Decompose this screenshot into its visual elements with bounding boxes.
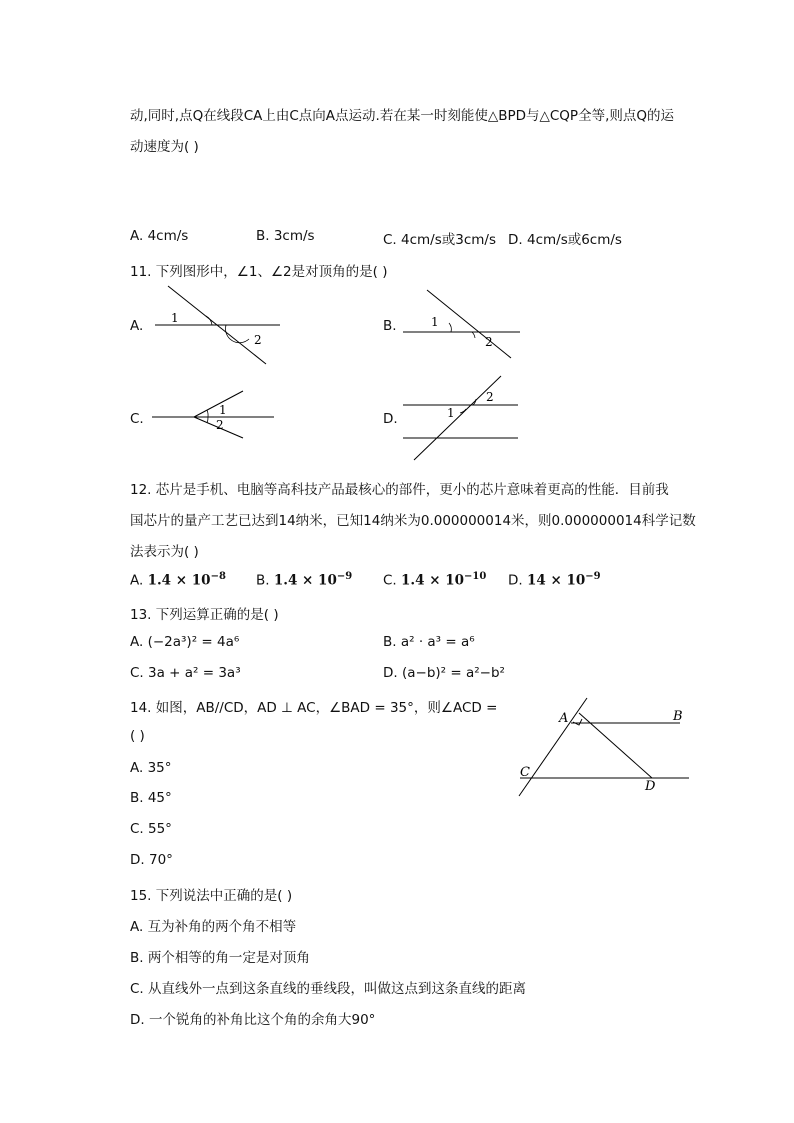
q11-option-d-letter: D. — [383, 411, 398, 427]
q10-text-line1: 动,同时,点Q在线段CA上由C点向A点运动.若在某一时刻能使△BPD与△CQP全等,则点Q的运 — [130, 108, 674, 124]
q14-option-a: A. 35° — [130, 760, 172, 776]
q15-option-a: A. 互为补角的两个角不相等 — [130, 919, 297, 935]
q11-option-b-letter: B. — [383, 318, 397, 334]
q11-stem: 11. 下列图形中，∠1、∠2是对顶角的是( ) — [130, 264, 388, 280]
q11-option-c-letter: C. — [130, 411, 144, 427]
q14-option-c: C. 55° — [130, 821, 172, 837]
q10-option-a: A. 4cm/s — [130, 228, 189, 244]
q13-option-c: C. 3a + a² = 3a³ — [130, 665, 241, 681]
q15-option-c: C. 从直线外一点到这条直线的垂线段，叫做这点到这条直线的距离 — [130, 981, 527, 997]
q13-option-b: B. a² · a³ = a⁶ — [383, 634, 475, 650]
q11-figure-a — [150, 283, 285, 368]
q13-option-a: A. (−2a³)² = 4a⁶ — [130, 634, 240, 650]
q11-c-angle-1: 1 — [219, 403, 227, 417]
q14-label-a: A — [559, 711, 569, 726]
q14-option-d: D. 70° — [130, 852, 173, 868]
q15-option-b: B. 两个相等的角一定是对顶角 — [130, 950, 310, 966]
q10-option-d: D. 4cm/s或6cm/s — [508, 232, 622, 248]
q12-line1: 12. 芯片是手机、电脑等高科技产品最核心的部件，更小的芯片意味着更高的性能．目前我 — [130, 482, 669, 498]
q14-label-b: B — [673, 709, 683, 724]
q13-option-d: D. (a−b)² = a²−b² — [383, 665, 505, 681]
q11-b-angle-2: 2 — [485, 335, 493, 349]
q11-d-angle-2: 2 — [486, 390, 494, 404]
q14-label-d: D — [645, 779, 656, 794]
q12-option-d: D. $14 \times 10^{-9}$ — [508, 571, 601, 589]
q10-text-line2: 动速度为( ) — [130, 139, 199, 155]
q14-option-b: B. 45° — [130, 790, 172, 806]
q11-d-angle-1: 1 — [447, 406, 455, 420]
q15-stem: 15. 下列说法中正确的是( ) — [130, 888, 293, 904]
q11-figure-c — [150, 388, 278, 440]
q15-option-d: D. 一个锐角的补角比这个角的余角大90° — [130, 1012, 376, 1028]
q11-c-angle-2: 2 — [216, 418, 224, 432]
q12-option-c: C. $1.4 \times 10^{-10}$ — [383, 571, 487, 589]
q11-option-a-letter: A. — [130, 318, 144, 334]
q14-stem: 14. 如图，AB//CD，AD ⊥ AC，∠BAD = 35°，则∠ACD = — [130, 700, 498, 716]
q11-b-angle-1: 1 — [431, 315, 439, 329]
q14-label-c: C — [520, 765, 530, 780]
q14-paren: ( ) — [130, 728, 145, 744]
q12-line3: 法表示为( ) — [130, 544, 199, 560]
q11-a-angle-2: 2 — [254, 333, 262, 347]
q11-figure-b — [400, 288, 525, 363]
q14-figure — [510, 690, 695, 800]
q12-option-b: B. $1.4 \times 10^{-9}$ — [256, 571, 353, 589]
q12-option-a: A. $1.4 \times 10^{-8}$ — [130, 571, 226, 589]
q11-figure-d — [400, 373, 525, 463]
q11-a-angle-1: 1 — [171, 311, 179, 325]
q13-stem: 13. 下列运算正确的是( ) — [130, 607, 279, 623]
q12-line2: 国芯片的量产工艺已达到14纳米，已知14纳米为0.000000014米，则0.000000014科学记数 — [130, 513, 696, 529]
q10-option-c: C. 4cm/s或3cm/s — [383, 232, 496, 248]
q10-option-b: B. 3cm/s — [256, 228, 315, 244]
